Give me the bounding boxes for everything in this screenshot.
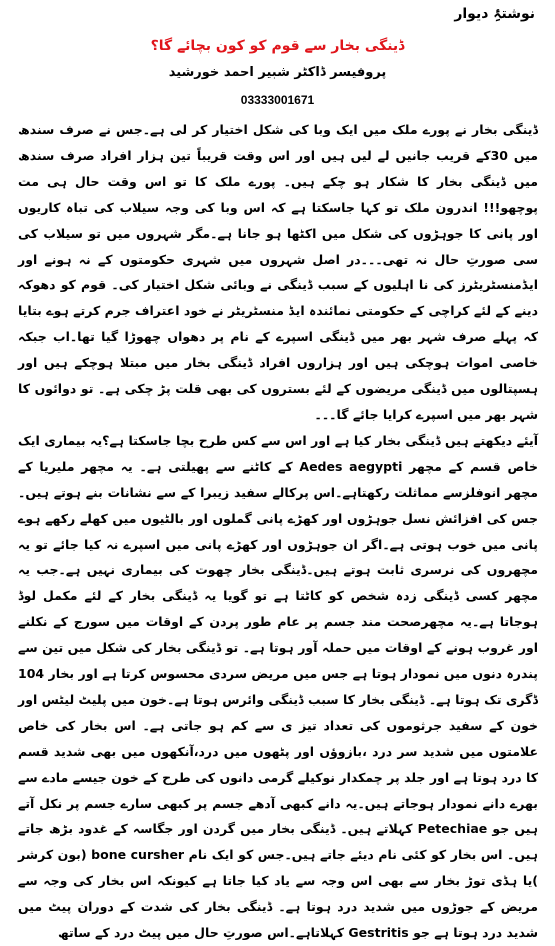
paragraph: آیئے دیکھتے ہیں ڈینگی بخار کیا ہے اور اس سے کس طرح بچا جاسکتا ہے؟یہ بیماری ایک خاص قسم کے مچھر Aedes aegypti کے کاٹنے سے پھیلتی ہے۔ یہ مچھر ملیریا کے مچھر انوفلزسے مماثلت رکھتاہے۔اس پرکالے سفید زیبرا کے سے نشانات بنے ہوتے ہیں۔جس کی افزائش نسل جوہڑوں اور کھڑے پانی گملوں اور بالٹیوں میں کھلے رکھے ہوے پانی میں خوب ہوتی ہے۔اگر ان جوہڑوں اور کھڑے پانی میں اسپرے نہ کیا جائے تو یہ مچھروں کی نرسری ثابت ہوتے ہیں۔ڈینگی بخار چھوت کی بیماری نہیں ہے۔جب یہ مچھر کسی ڈینگی زدہ شخص کو کاٹتا ہے تو گویا یہ ڈینگی بخار کے لئے مکمل لوڈ ہوجاتا ہے۔یہ مچھرصحت مند جسم پر عام طور پردن کے اوقات میں سورج کے نکلنے اور غروب ہونے کے اوقات میں حملہ آور ہوتا ہے۔ تو ڈینگی بخار کی شکل میں تین سے پندرہ دنوں میں نمودار ہوتا ہے جس میں مریض سردی محسوس کرتا ہے اور بخار 104 ڈگری تک ہوتا ہے۔ ڈینگی بخار کا سبب ڈینگی وائرس ہوتا ہے۔خون میں پلیٹ لیٹس اور خون کے سفید جرثوموں کی تعداد تیز ی سے کم ہو جاتی ہے۔ اس بخار کی خاص علامتوں میں شدید سر درد ،بازوؤں اور پٹھوں میں درد،آنکھوں میں بھی شدید قسم کا درد ہوتا ہے اور جلد پر چمکدار نوکیلے گرمی دانوں کی طرح کے خون جیسے مادے سے بھرے دانے نمودار ہوجاتے ہیں۔یہ دانے کبھی آدھے جسم پر کبھی سارے جسم پر نکل آتے ہیں جو Petechiae کہلاتے ہیں۔ ڈینگی بخار میں گردن اور جگاسہ کے غدود بڑھ جاتے ہیں۔ اس بخار کو کئی نام دیئے جاتے ہیں۔جس کو ایک نام bone cursher (بون کرشر )یا ہڈی توڑ بخار سے بھی اس وجہ سے یاد کیا جاتا ہے کیونکہ اس بخار کی وجہ سے مریض کے جوڑوں میں شدید درد ہوتا ہے۔ ڈینگی بخار کی شدت کے دوران پیٹ میں شدید درد ہوتا ہے جو Gestritis کہلاتاہے۔اس صورتِ حال میں پیٹ درد کے ساتھ: [18, 432, 539, 941]
article-body: [18, 117, 539, 941]
article-title: ڈینگی بخار سے قوم کو کون بچائے گا؟: [150, 38, 405, 54]
column-name: نوشتۂِ دیوار: [454, 6, 535, 22]
author-name: پروفیسر ڈاکٹر شبیر احمد خورشید: [168, 65, 387, 80]
paragraph: ڈینگی بخار نے پورے ملک میں ایک وبا کی شکل اختیار کر لی ہے۔جس نے صرف سندھ میں 30کے قریب جانیں لے لیں ہیں اور اس وقت قریباً تین ہزار افراد صرف سندھ میں ڈینگی بخار کا شکار ہو چکے ہیں۔ پورے ملک کا تو اس وقت حال ہی مت پوچھو!!! اندرون ملک تو کہا جاسکتا ہے کہ اس وبا کی وجہ سیلاب کی تباہ کاریوں اور پانی کا جوہڑوں کی شکل میں اکٹھا ہو جانا ہے۔مگر شہروں میں تو سیلاب کی سی صورتِ حال نہ تھی۔۔۔در اصل شہروں میں شہری حکومتوں کے نہ ہونے اور ایڈمنسٹریٹرز کی نا اہلیوں کے سبب ڈینگی نے وبائی شکل اختیار کی۔ قوم کو دھوکہ دینے کے لئے کراچی کے حکومتی نمائندہ ایڈ منسٹریٹر نے خود اعتراف جرم کرتے ہوے بتایا کہ پہلے صرف شہر بھر میں ڈینگی اسپرے کے نام پر دھواں چھوڑا گیا تھا۔اب جبکہ خاصی اموات ہوچکی ہیں اور ہزاروں افراد ڈینگی بخار میں مبتلا ہوچکے ہیں اور ہسپتالوں میں ڈینگی مریضوں کے لئے بستروں کی بھی قلت پڑ چکی ہے۔ تو دوائوں کا شہر بھر میں اسپرے کرایا جائے گا۔۔۔: [18, 122, 538, 422]
author-phone: 03333001671: [240, 93, 315, 107]
